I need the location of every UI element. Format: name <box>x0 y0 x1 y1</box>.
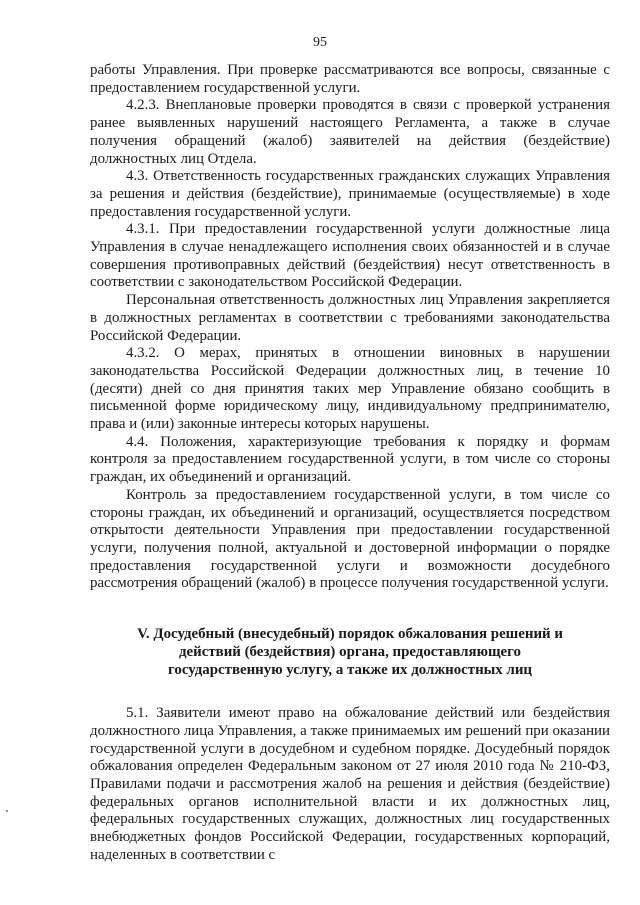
section-heading: V. Досудебный (внесудебный) порядок обжалования решений и действий (бездействия) органа, предоставляющего государственную услугу, а также их должностных лиц <box>137 626 563 678</box>
scan-artifact <box>6 810 8 812</box>
paragraph-4-3-2: 4.3.2. О мерах, принятых в отношении виновных в нарушении законодательства Российской Федерации должностных лиц, в течение 10 (десяти) дней со дня принятия таких мер Управление обязано сообщить в письменной форме юридическому лицу, индивидуальному предпринимателю, права и (или) законные интересы которых нарушены. <box>90 345 610 433</box>
document-body <box>90 62 610 865</box>
paragraph-control: Контроль за предоставлением государственной услуги, в том числе со стороны граждан, их объединений и организаций, осуществляется посредством открытости деятельности Управления при предоставлении государственной услуги, получения полной, актуальной и достоверной информации о порядке предоставления государственной услуги и возможности досудебного рассмотрения обращений (жалоб) в процессе получения государственной услуги. <box>90 486 610 592</box>
paragraph-personal-responsibility: Персональная ответственность должностных лиц Управления закрепляется в должностных регламентах в соответствии с требованиями законодательства Российской Федерации. <box>90 292 610 344</box>
paragraph-4-4: 4.4. Положения, характеризующие требования к порядку и формам контроля за предоставлением государственной услуги, в том числе со стороны граждан, их объединений и организаций. <box>90 433 610 486</box>
page-number: 95 <box>313 35 327 50</box>
paragraph-5-1: 5.1. Заявители имеют право на обжалование действий или бездействия должностного лица Управления, а также принимаемых им решений при оказании государственной услуги в досудебном и судебном порядке. Досудебный порядок обжалования определен Федеральным законом от 27 июля 2010 года № 210-ФЗ, Правилами подачи и рассмотрения жалоб на решения и действия (бездействие) федеральных органов исполнительной власти и их должностных лиц, федеральных государственных служащих, должностных лиц государственных внебюджетных фондов Российской Федерации, государственных корпораций, наделенных в соответствии с <box>90 705 610 863</box>
paragraph-4-3-1: 4.3.1. При предоставлении государственной услуги должностные лица Управления в случае ненадлежащего исполнения своих обязанностей и в случае совершения противоправных действий (бездействия) несут ответственность в соответствии с законодательством Российской Федерации. <box>90 221 610 291</box>
paragraph-4-2-3: 4.2.3. Внеплановые проверки проводятся в связи с проверкой устранения ранее выявленных нарушений настоящего Регламента, а также в случае получения обращений (жалоб) заявителей на действия (бездействие) должностных лиц Отдела. <box>90 97 610 167</box>
paragraph-4-3: 4.3. Ответственность государственных гражданских служащих Управления за решения и действия (бездействие), принимаемые (осуществляемые) в ходе предоставления государственной услуги. <box>90 168 610 220</box>
paragraph-continuation: работы Управления. При проверке рассматриваются все вопросы, связанные с предоставлением государственной услуги. <box>90 62 610 96</box>
